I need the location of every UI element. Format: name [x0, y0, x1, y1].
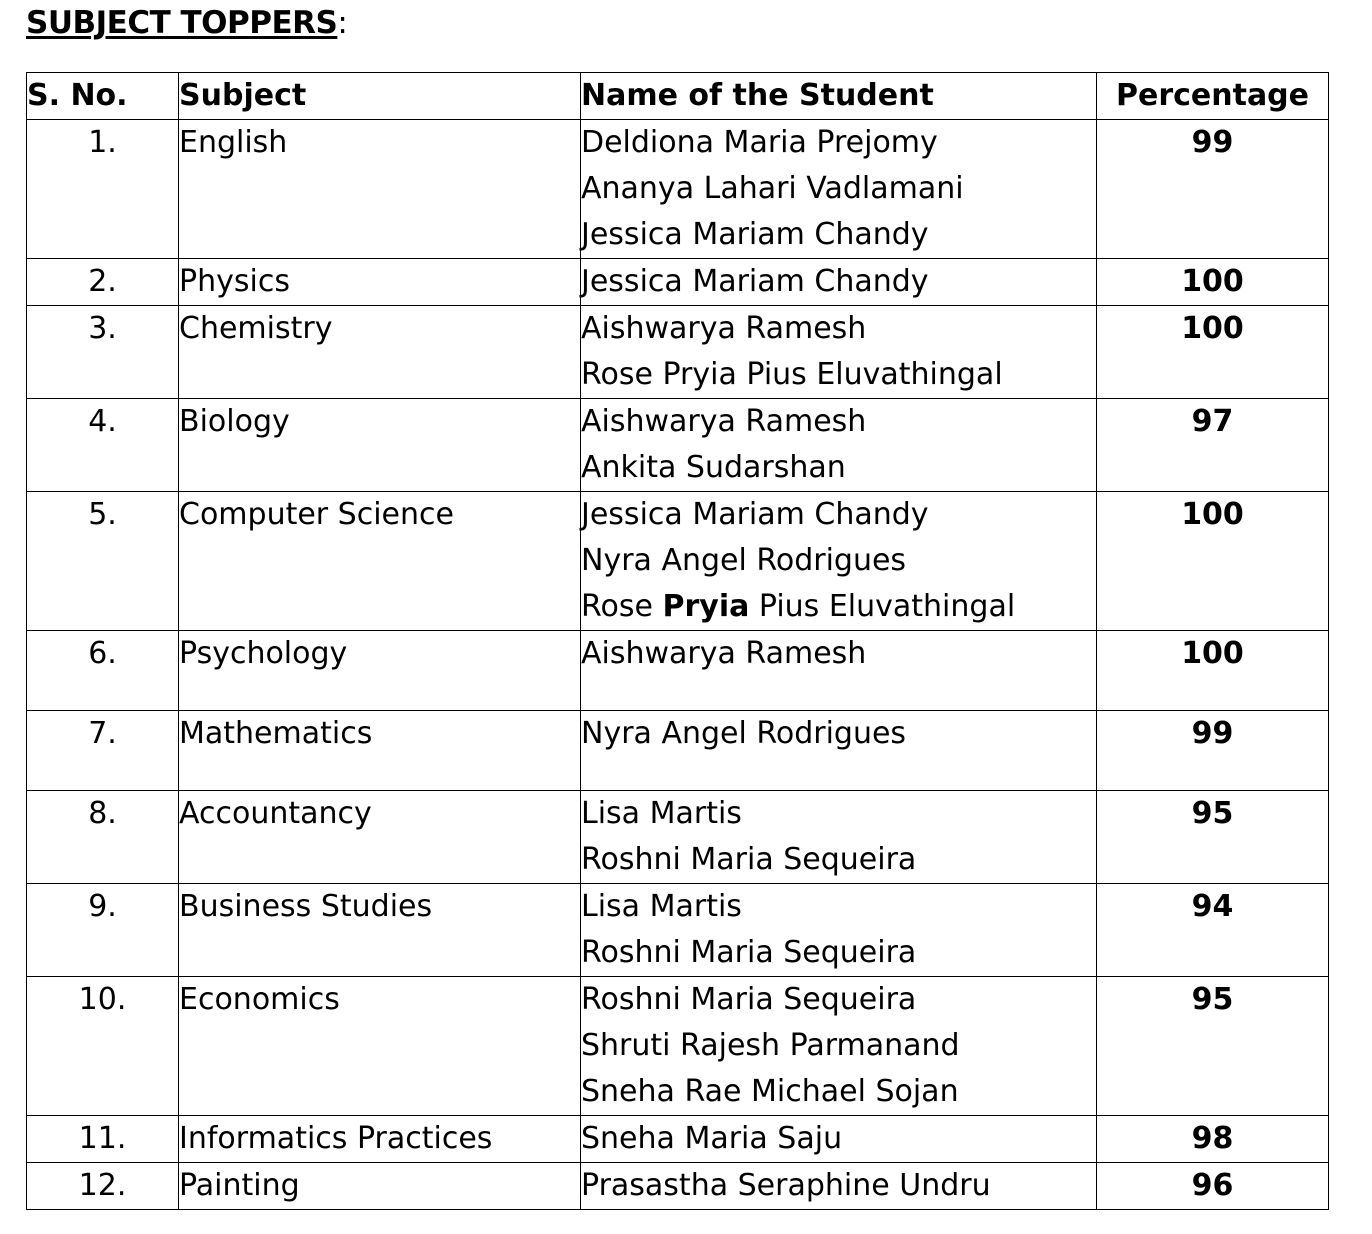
- row-percentage: 100: [1097, 631, 1329, 711]
- heading-colon: :: [337, 5, 348, 41]
- row-students: [581, 399, 1097, 492]
- row-percentage: 94: [1097, 884, 1329, 977]
- student-name: Deldiona Maria Prejomy: [581, 125, 938, 160]
- column-header-subject: Subject: [179, 73, 581, 120]
- table-row: [27, 492, 1329, 631]
- row-students: [581, 791, 1097, 884]
- row-students: [581, 884, 1097, 977]
- student-name: Aishwarya Ramesh: [581, 311, 867, 346]
- student-name: Rose Pryia Pius Eluvathingal: [581, 589, 1016, 624]
- student-name: Shruti Rajesh Parmanand: [581, 1028, 960, 1063]
- row-subject: Chemistry: [179, 306, 581, 399]
- student-name: Roshni Maria Sequeira: [581, 842, 917, 877]
- table-row: [27, 259, 1329, 306]
- row-percentage: 95: [1097, 977, 1329, 1116]
- row-students: [581, 1163, 1097, 1210]
- row-students: [581, 306, 1097, 399]
- student-name: Sneha Rae Michael Sojan: [581, 1074, 959, 1109]
- student-name: Lisa Martis: [581, 796, 742, 831]
- row-sno: 8.: [27, 791, 179, 884]
- row-sno: 6.: [27, 631, 179, 711]
- table-row: [27, 1163, 1329, 1210]
- column-header-percentage: Percentage: [1097, 73, 1329, 120]
- row-students: [581, 1116, 1097, 1163]
- student-name: Jessica Mariam Chandy: [581, 217, 929, 252]
- row-subject: Mathematics: [179, 711, 581, 791]
- student-name: Aishwarya Ramesh: [581, 404, 867, 439]
- table-row: [27, 977, 1329, 1116]
- row-sno: 4.: [27, 399, 179, 492]
- row-sno: 9.: [27, 884, 179, 977]
- row-subject: Biology: [179, 399, 581, 492]
- row-percentage: 96: [1097, 1163, 1329, 1210]
- row-percentage: 100: [1097, 306, 1329, 399]
- row-percentage: 95: [1097, 791, 1329, 884]
- row-sno: 3.: [27, 306, 179, 399]
- student-name: Roshni Maria Sequeira: [581, 935, 917, 970]
- table-row: [27, 120, 1329, 259]
- table-header-row: [27, 73, 1329, 120]
- row-subject: Physics: [179, 259, 581, 306]
- student-name: Sneha Maria Saju: [581, 1121, 843, 1156]
- heading-title: SUBJECT TOPPERS: [26, 5, 338, 41]
- row-percentage: 99: [1097, 120, 1329, 259]
- row-percentage: 100: [1097, 492, 1329, 631]
- row-percentage: 97: [1097, 399, 1329, 492]
- row-subject: English: [179, 120, 581, 259]
- row-subject: Economics: [179, 977, 581, 1116]
- row-sno: 5.: [27, 492, 179, 631]
- row-percentage: 99: [1097, 711, 1329, 791]
- row-sno: 1.: [27, 120, 179, 259]
- student-name: Ananya Lahari Vadlamani: [581, 171, 964, 206]
- row-sno: 2.: [27, 259, 179, 306]
- row-students: [581, 120, 1097, 259]
- student-name: Jessica Mariam Chandy: [581, 264, 929, 299]
- student-name: Nyra Angel Rodrigues: [581, 716, 907, 751]
- row-sno: 12.: [27, 1163, 179, 1210]
- student-name: Aishwarya Ramesh: [581, 636, 867, 671]
- row-percentage: 100: [1097, 259, 1329, 306]
- row-sno: 11.: [27, 1116, 179, 1163]
- row-students: [581, 977, 1097, 1116]
- subject-toppers-table: [26, 72, 1329, 1210]
- row-students: [581, 259, 1097, 306]
- student-name: Rose Pryia Pius Eluvathingal: [581, 357, 1003, 392]
- student-name: Ankita Sudarshan: [581, 450, 846, 485]
- page-heading: [26, 5, 347, 41]
- row-students: [581, 631, 1097, 711]
- table-row: [27, 631, 1329, 711]
- table-row: [27, 791, 1329, 884]
- table-row: [27, 399, 1329, 492]
- student-name: Prasastha Seraphine Undru: [581, 1168, 991, 1203]
- column-header-student: Name of the Student: [581, 73, 1097, 120]
- row-subject: Informatics Practices: [179, 1116, 581, 1163]
- student-name: Jessica Mariam Chandy: [581, 497, 929, 532]
- student-name: Nyra Angel Rodrigues: [581, 543, 907, 578]
- row-students: [581, 711, 1097, 791]
- row-subject: Business Studies: [179, 884, 581, 977]
- student-name: Lisa Martis: [581, 889, 742, 924]
- row-students: [581, 492, 1097, 631]
- row-subject: Painting: [179, 1163, 581, 1210]
- table-row: [27, 1116, 1329, 1163]
- table-row: [27, 306, 1329, 399]
- row-subject: Psychology: [179, 631, 581, 711]
- row-sno: 10.: [27, 977, 179, 1116]
- row-percentage: 98: [1097, 1116, 1329, 1163]
- student-name: Roshni Maria Sequeira: [581, 982, 917, 1017]
- row-sno: 7.: [27, 711, 179, 791]
- table-row: [27, 884, 1329, 977]
- column-header-sno: S. No.: [27, 73, 179, 120]
- row-subject: Accountancy: [179, 791, 581, 884]
- table-row: [27, 711, 1329, 791]
- row-subject: Computer Science: [179, 492, 581, 631]
